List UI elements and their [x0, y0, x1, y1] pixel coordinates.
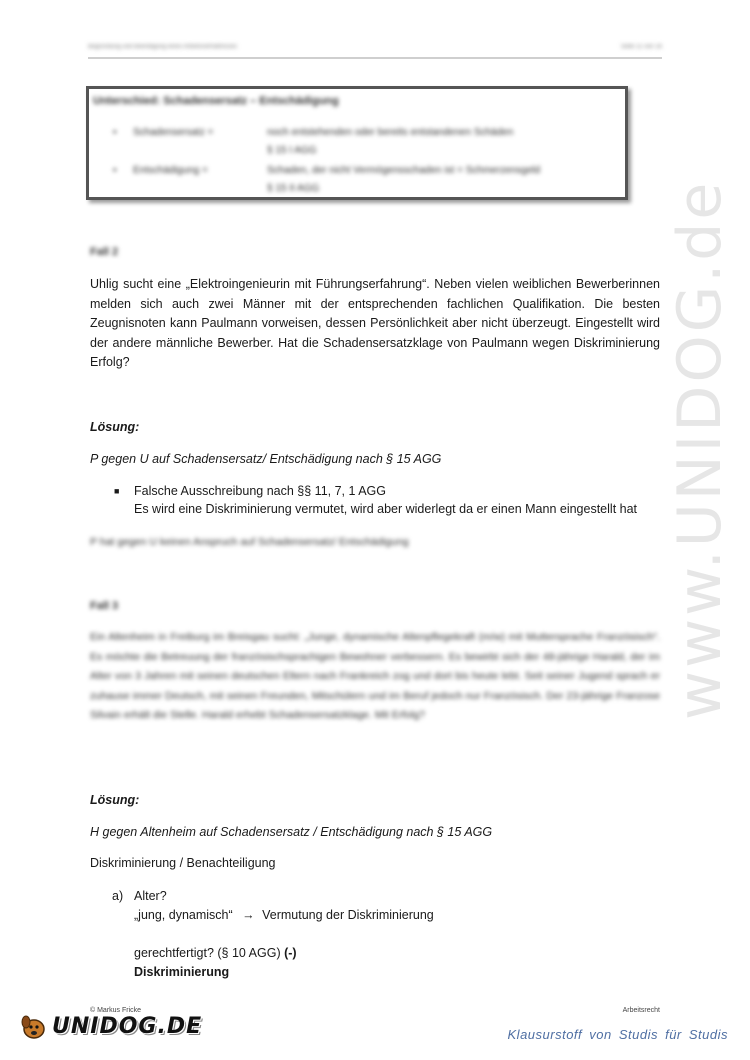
- arrow-right-icon: →: [242, 908, 255, 922]
- fall2-heading: Fall 2: [90, 246, 119, 258]
- loesung2-item-line: [134, 906, 434, 926]
- box-item-term: Entschädigung =: [133, 165, 208, 176]
- justified-question: gerechtfertigt? (§ 10 AGG): [134, 946, 281, 960]
- fall2-text: Uhlig sucht eine „Elektroingenieurin mit Führungserfahrung“. Neben vielen weiblichen Bewerberinnen melden sich auch zwei Männer mit der entsprechenden fachlichen Qualifikation. Die besten Zeugnisnoten kann Paulmann vorweisen, dessen Persönlichkeit aber nicht überzeugt. Eingestellt wird der andere männliche Bewerber. Hat die Schadensersatzklage von Paulmann wegen Diskriminierung Erfolg?: [90, 277, 660, 369]
- bullet-icon: ▪: [113, 165, 117, 176]
- watermark: www.UNIDOG.de: [665, 179, 735, 720]
- header-page-number: Seite 11 von 16: [620, 44, 662, 50]
- definition-box: [86, 86, 628, 200]
- box-item-line1: noch entstehenden oder bereits entstandenen Schäden: [267, 127, 514, 138]
- loesung2-subheading: Diskriminierung / Benachteiligung: [90, 856, 276, 870]
- footer-slogan: Klausurstoff von Studis für Studis: [507, 1027, 728, 1042]
- loesung2-item-title: Alter?: [134, 889, 167, 903]
- box-item-term: Schadensersatz =: [133, 127, 214, 138]
- box-item-line1: Schaden, der nicht Vermögensschaden ist = Schmerzensgeld: [267, 165, 541, 176]
- loesung1-claim: P gegen U auf Schadensersatz/ Entschädigung nach § 15 AGG: [90, 452, 442, 466]
- loesung2-heading: Lösung:: [90, 793, 140, 807]
- item-result: Vermutung der Diskriminierung: [262, 908, 434, 922]
- footer-logo-text: UNIDOG.DE: [52, 1014, 203, 1039]
- item-quote: „jung, dynamisch“: [134, 908, 233, 922]
- fall3-heading: Fall 3: [90, 600, 119, 612]
- bullet-icon: ■: [114, 486, 120, 496]
- loesung1-bullet-line1: Falsche Ausschreibung nach §§ 11, 7, 1 AGG: [134, 484, 387, 498]
- footer-copyright: © Markus Fricke: [90, 1007, 142, 1014]
- loesung1-bullet-line2: Es wird eine Diskriminierung vermutet, wird aber widerlegt da er einen Mann eingestellt hat: [134, 502, 638, 516]
- list-marker: a): [112, 889, 124, 903]
- footer-subject: Arbeitsrecht: [622, 1007, 660, 1014]
- loesung2-claim: H gegen Altenheim auf Schadensersatz / Entschädigung nach § 15 AGG: [90, 825, 493, 839]
- loesung1-result: P hat gegen U keinen Anspruch auf Schadensersatz/ Entschädigung: [90, 536, 409, 548]
- justified-mark: (-): [284, 946, 297, 960]
- loesung1-heading: Lösung:: [90, 420, 140, 434]
- box-item-line2: § 15 I AGG: [267, 145, 317, 156]
- loesung2-justified: [134, 944, 297, 964]
- header-left-text: Begründung und Beendigung eines Arbeitsverhältnisses: [88, 44, 238, 50]
- dog-logo-icon: [20, 1014, 48, 1040]
- fall3-text: Ein Altenheim in Freiburg im Breisgau sucht: „Junge, dynamische Altenpflegekraft (m/w) mit Muttersprache Französisch“. Es möchte die Betreuung der französischsprachigen Bewohner verbessern. Es bewirbt sich der 48-jährige Harald, der im Alter von 3 Jahren mit seinen deutschen Eltern nach Frankreich zog und dort bis heute lebt. Seit seiner Jugend sprach er zuhause immer Deutsch, mit seinen Freunden, Mitschülern und im Beruf jedoch nur Französisch. Der 23-jährige Franzose Silvain erhält die Stelle. Harald erhebt Schadensersatzklage. Mit Erfolg?: [90, 631, 660, 721]
- box-title: Unterschied: Schadensersatz – Entschädigung: [93, 95, 339, 107]
- box-item-line2: § 15 II AGG: [267, 183, 320, 194]
- bullet-icon: ▪: [113, 127, 117, 138]
- header-divider: [88, 57, 662, 59]
- loesung2-conclusion: Diskriminierung: [134, 965, 230, 979]
- page-header: [88, 44, 662, 50]
